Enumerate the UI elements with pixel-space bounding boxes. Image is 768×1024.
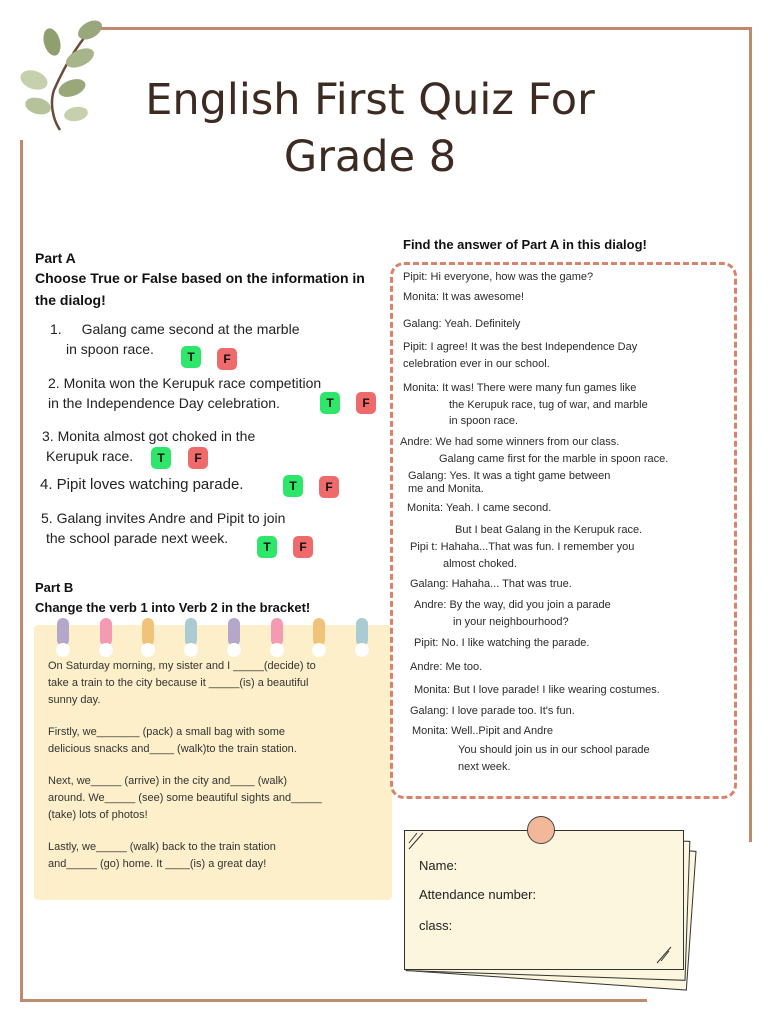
paragraph-line: Lastly, we_____ (walk) back to the train station: [48, 841, 276, 853]
question-1-line-1: Galang came second at the marble: [81, 321, 300, 337]
dialog-line: Galang: Yes. It was a tight game between: [408, 470, 611, 482]
dialog-line: Pipit: No. I like watching the parade.: [414, 637, 590, 649]
paragraph-line: On Saturday morning, my sister and I _____(decide) to: [48, 660, 316, 672]
part-b-paragraph-3: [48, 773, 380, 824]
binder-pin: [228, 618, 240, 646]
part-b-heading: Part B: [35, 580, 74, 595]
part-a-instruction: Choose True or False based on the information in the dialog!: [35, 270, 365, 308]
pushpin-icon: [527, 816, 555, 844]
paragraph-line: Next, we_____ (arrive) in the city and____ (walk): [48, 775, 288, 787]
title-line-2: Grade 8: [283, 132, 457, 182]
dialog-line: Galang: Hahaha... That was true.: [410, 578, 572, 590]
question-2-true-button[interactable]: T: [320, 392, 340, 414]
binder-hole: [227, 643, 241, 657]
binder-pin: [271, 618, 283, 646]
page-title: [100, 72, 640, 186]
question-5-line-1: 5. Galang invites Andre and Pipit to join: [41, 510, 286, 526]
dialog-line: Monita: Well..Pipit and Andre: [412, 725, 554, 737]
binder-hole: [312, 643, 326, 657]
dialog-line: Monita: Yeah. I came second.: [407, 502, 552, 514]
paragraph-line: around. We_____ (see) some beautiful sights and_____: [48, 792, 322, 804]
question-5-line-2: the school parade next week.: [46, 530, 229, 546]
binder-pin: [185, 618, 197, 646]
paragraph-line: and_____ (go) home. It ____(is) a great day!: [48, 858, 267, 870]
question-5-false-button[interactable]: F: [293, 536, 313, 558]
frame-border-right: [749, 27, 752, 842]
paragraph-line: (take) lots of photos!: [48, 809, 148, 821]
paragraph-line: sunny day.: [48, 694, 101, 706]
question-3-line-2: Kerupuk race.: [46, 448, 134, 464]
dialog-line: in your neighbourhood?: [453, 616, 569, 628]
dialog-line: celebration ever in our school.: [403, 358, 550, 370]
binder-pin: [356, 618, 368, 646]
dialog-line: Andre: We had some winners from our class.: [400, 436, 620, 448]
dialog-line: next week.: [458, 761, 511, 773]
dialog-line: You should join us in our school parade: [458, 744, 650, 756]
question-1-true-button[interactable]: T: [181, 346, 201, 368]
class-label: class:: [419, 918, 453, 933]
question-1: [50, 319, 299, 359]
paragraph-line: delicious snacks and____ (walk)to the train station.: [48, 743, 297, 755]
part-b-paragraph-4: [48, 839, 380, 873]
part-b-paragraph-2: [48, 724, 380, 758]
binder-pin: [57, 618, 69, 646]
binder-pin: [313, 618, 325, 646]
question-4-true-button[interactable]: T: [283, 475, 303, 497]
attendance-number-label: Attendance number:: [419, 887, 537, 902]
dialog-line: Galang: I love parade too. It's fun.: [410, 705, 575, 717]
question-1-number: 1.: [50, 321, 62, 337]
question-4: [40, 475, 243, 495]
dialog-line: Monita: It was! There were many fun games like: [403, 382, 637, 394]
binder-hole: [141, 643, 155, 657]
binder-pin: [142, 618, 154, 646]
leaf-branch-icon: [10, 10, 110, 135]
dialog-line: the Kerupuk race, tug of war, and marble: [449, 399, 648, 411]
dialog-line: Galang came first for the marble in spoon race.: [439, 453, 669, 465]
question-1-false-button[interactable]: F: [217, 348, 237, 370]
question-2-false-button[interactable]: F: [356, 392, 376, 414]
frame-border-top: [82, 27, 752, 30]
dialog-line: Monita: It was awesome!: [403, 291, 525, 303]
question-5-true-button[interactable]: T: [257, 536, 277, 558]
dialog-line: Pipit: Hi everyone, how was the game?: [403, 271, 594, 283]
binder-hole: [270, 643, 284, 657]
binder-hole: [99, 643, 113, 657]
dialog-line: But I beat Galang in the Kerupuk race.: [455, 524, 643, 536]
dialog-line: Pipi t: Hahaha...That was fun. I remember you: [410, 541, 635, 553]
question-4-line-1: 4. Pipit loves watching parade.: [40, 476, 244, 493]
binder-hole: [184, 643, 198, 657]
part-b-instruction: Change the verb 1 into Verb 2 in the bracket!: [35, 600, 311, 615]
part-b-paragraph-1: [48, 658, 380, 709]
dialog-line: Galang: Yeah. Definitely: [403, 318, 521, 330]
dialog-line: Monita: But I love parade! I like wearing costumes.: [414, 684, 660, 696]
paragraph-line: take a train to the city because it _____(is) a beautiful: [48, 677, 309, 689]
question-3-line-1: 3. Monita almost got choked in the: [42, 428, 256, 444]
paragraph-line: Firstly, we_______ (pack) a small bag with some: [48, 726, 286, 738]
dialog-line: me and Monita.: [408, 483, 484, 495]
question-3: [42, 426, 255, 466]
question-2-line-1: 2. Monita won the Kerupuk race competition: [48, 375, 322, 391]
question-1-line-2: in spoon race.: [66, 341, 154, 357]
question-2: [48, 373, 321, 413]
dialog-line: Andre: Me too.: [410, 661, 483, 673]
binder-pin: [100, 618, 112, 646]
question-3-false-button[interactable]: F: [188, 447, 208, 469]
binder-hole: [355, 643, 369, 657]
frame-border-left: [20, 140, 23, 1002]
part-a-heading: Part A: [35, 250, 76, 266]
question-5: [41, 508, 285, 548]
question-3-true-button[interactable]: T: [151, 447, 171, 469]
dialog-line: almost choked.: [443, 558, 517, 570]
dialog-line: Pipit: I agree! It was the best Independence Day: [403, 341, 638, 353]
frame-border-bottom: [20, 999, 647, 1002]
dialog-line: in spoon race.: [449, 415, 519, 427]
question-4-false-button[interactable]: F: [319, 476, 339, 498]
dialog-heading: Find the answer of Part A in this dialog!: [403, 237, 647, 252]
question-2-line-2: in the Independence Day celebration.: [48, 395, 280, 411]
title-line-1: English First Quiz For: [145, 75, 595, 125]
dialog-line: Andre: By the way, did you join a parade: [414, 599, 611, 611]
binder-hole: [56, 643, 70, 657]
name-label: Name:: [419, 858, 458, 873]
